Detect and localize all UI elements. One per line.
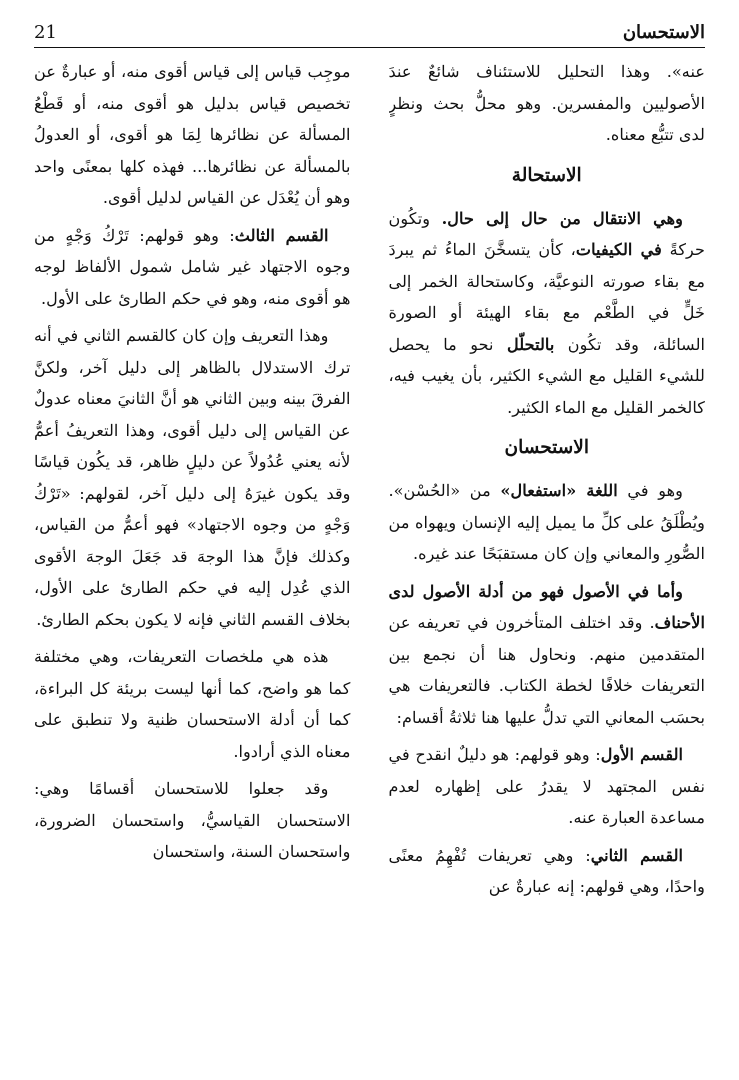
bold-text: القسم الثاني xyxy=(590,845,683,865)
paragraph: عنه». وهذا التحليل للاستئناف شائعٌ عندَ الأصوليين والمفسرين. وهو محلُّ بحث ونظرٍ لدى تتبُّع معناه. xyxy=(388,62,705,144)
bold-text: القسم الثالث xyxy=(234,225,329,245)
paragraph: هذه هي ملخصات التعريفات، وهي مختلفة كما هو واضح، كما أنها ليست بريئة كل البراءة، كما أن أدلة الاستحسان ظنية ولا تنطبق على معناه الذي أرادوا. xyxy=(34,647,351,761)
left-column xyxy=(34,56,351,1070)
paragraph xyxy=(389,576,706,734)
text-run: وتكُون حركةً xyxy=(388,208,705,259)
text-run: من «الحُسْن». ويُطْلَقُ على كلِّ ما يميل إليه الإنسان ويهواه من الصُّورِ والمعاني وإن كان مستقبَحًا عند غيره. xyxy=(388,481,705,563)
text-run: : وهو قولهم: تَرْكُ وَجْهٍ من وجوه الاجتهاد غير شامل شمول الألفاظ لوجه هو أقوى منه، وهو في حكم الطارئ على الأول. xyxy=(34,225,351,308)
bold-text: بالتحلّل xyxy=(507,334,555,354)
paragraph xyxy=(389,203,706,424)
paragraph xyxy=(34,220,351,315)
paragraph xyxy=(389,840,706,903)
section-heading-istihsan: الاستحسان xyxy=(504,437,589,458)
bold-text: القسم الأول xyxy=(600,745,683,764)
text-run: : وهو قولهم: هو دليلٌ انقدح في نفس المجتهد لا يقدرُ على إظهاره لعدم مساعدة العبارة عنه. xyxy=(388,745,705,827)
running-title: الاستحسان xyxy=(622,22,705,43)
section-heading-istihala: الاستحالة xyxy=(511,164,582,186)
paragraph: وقد جعلوا للاستحسان أقسامًا وهي: الاستحسان القياسيُّ، واستحسان الضرورة، واستحسان السنة، واستحسان xyxy=(34,779,351,861)
bold-text: اللغة «استفعال» xyxy=(500,481,618,500)
paragraph xyxy=(389,475,706,570)
right-column xyxy=(389,56,706,1070)
text-run: ، كأن يتسخَّنَ الماءُ ثم يبردَ مع بقاء صورته النوعيَّة، وكاستحالة الخمر إلى خَلٍّ في الطَّعْم مع بقاء الهيئة أو الصورة السائلة، وقد تكُون xyxy=(388,240,705,354)
bold-text: وهي الانتقال من حال إلى حال. xyxy=(441,208,683,228)
paragraph xyxy=(389,739,706,834)
bold-text: وأما في الأصول فهو من أدلة الأصول لدى الأحناف xyxy=(388,581,705,632)
text-run: وهو في xyxy=(617,481,683,500)
page-number: 21 xyxy=(34,22,57,43)
paragraph: وهذا التعريف وإن كان كالقسم الثاني في أنه ترك الاستدلال بالظاهر إلى دليل آخر، ولكنَّ الفرقَ بينه وبين الثاني هو أنَّ الثانيَ معناه عدولٌ عن القياس إلى دليل أقوى، وهذا التعريفُ أعمُّ لأنه يعني عُدُولاً عن دليلٍ ظاهر، قد يكُون قياسًا وقد يكون غيرَهُ إلى دليل آخر، لقولهم: «تَرْكُ وَجْهٍ من وجوه الاجتهاد» فهو أعمُّ من القياس، وكذلك فإنَّ هذا الوجهَ قد جَعَلَ الوجهَ الأقوى الذي عُدِل إليه في حكم الطارئ على الأول، بخلاف القسم الثاني فإنه لا يكون بحكم الطارئ. xyxy=(34,326,351,629)
bold-text: في الكيفيات xyxy=(575,240,662,259)
text-columns xyxy=(34,56,705,1070)
page-header xyxy=(34,16,705,48)
text-run: . وقد اختلف المتأخرون في تعريفه عن المتقدمين منهم. ونحاول هنا أن نجمع بين التعريفات خلافًا لخطة الكتاب. فالتعريفات هي بحسَب المعاني التي تدلُّ عليها هنا ثلاثةُ أقسام: xyxy=(388,613,705,727)
paragraph: موجِب قياس إلى قياس أقوى منه، أو عبارةٌ عن تخصيص قياس بدليل هو أقوى منه، أو قَطْعُ المسألة عن نظائرها لِمَا هو أقوى، أو العدولُ بالمسألة عن نظائرها... فهذه كلها بمعنًى واحد وهو أن يُعْدَل عن القياس لدليل أقوى. xyxy=(34,62,351,207)
text-run: : وهي تعريفات تُفْهِمُ معنًى واحدًا، وهي قولهم: إنه عبارةٌ عن xyxy=(388,845,705,896)
text-run: نحو ما يحصل للشيء القليل مع الشيء الكثير، بأن يغيب فيه، كالخمر القليل مع الماء الكثير. xyxy=(388,334,705,417)
